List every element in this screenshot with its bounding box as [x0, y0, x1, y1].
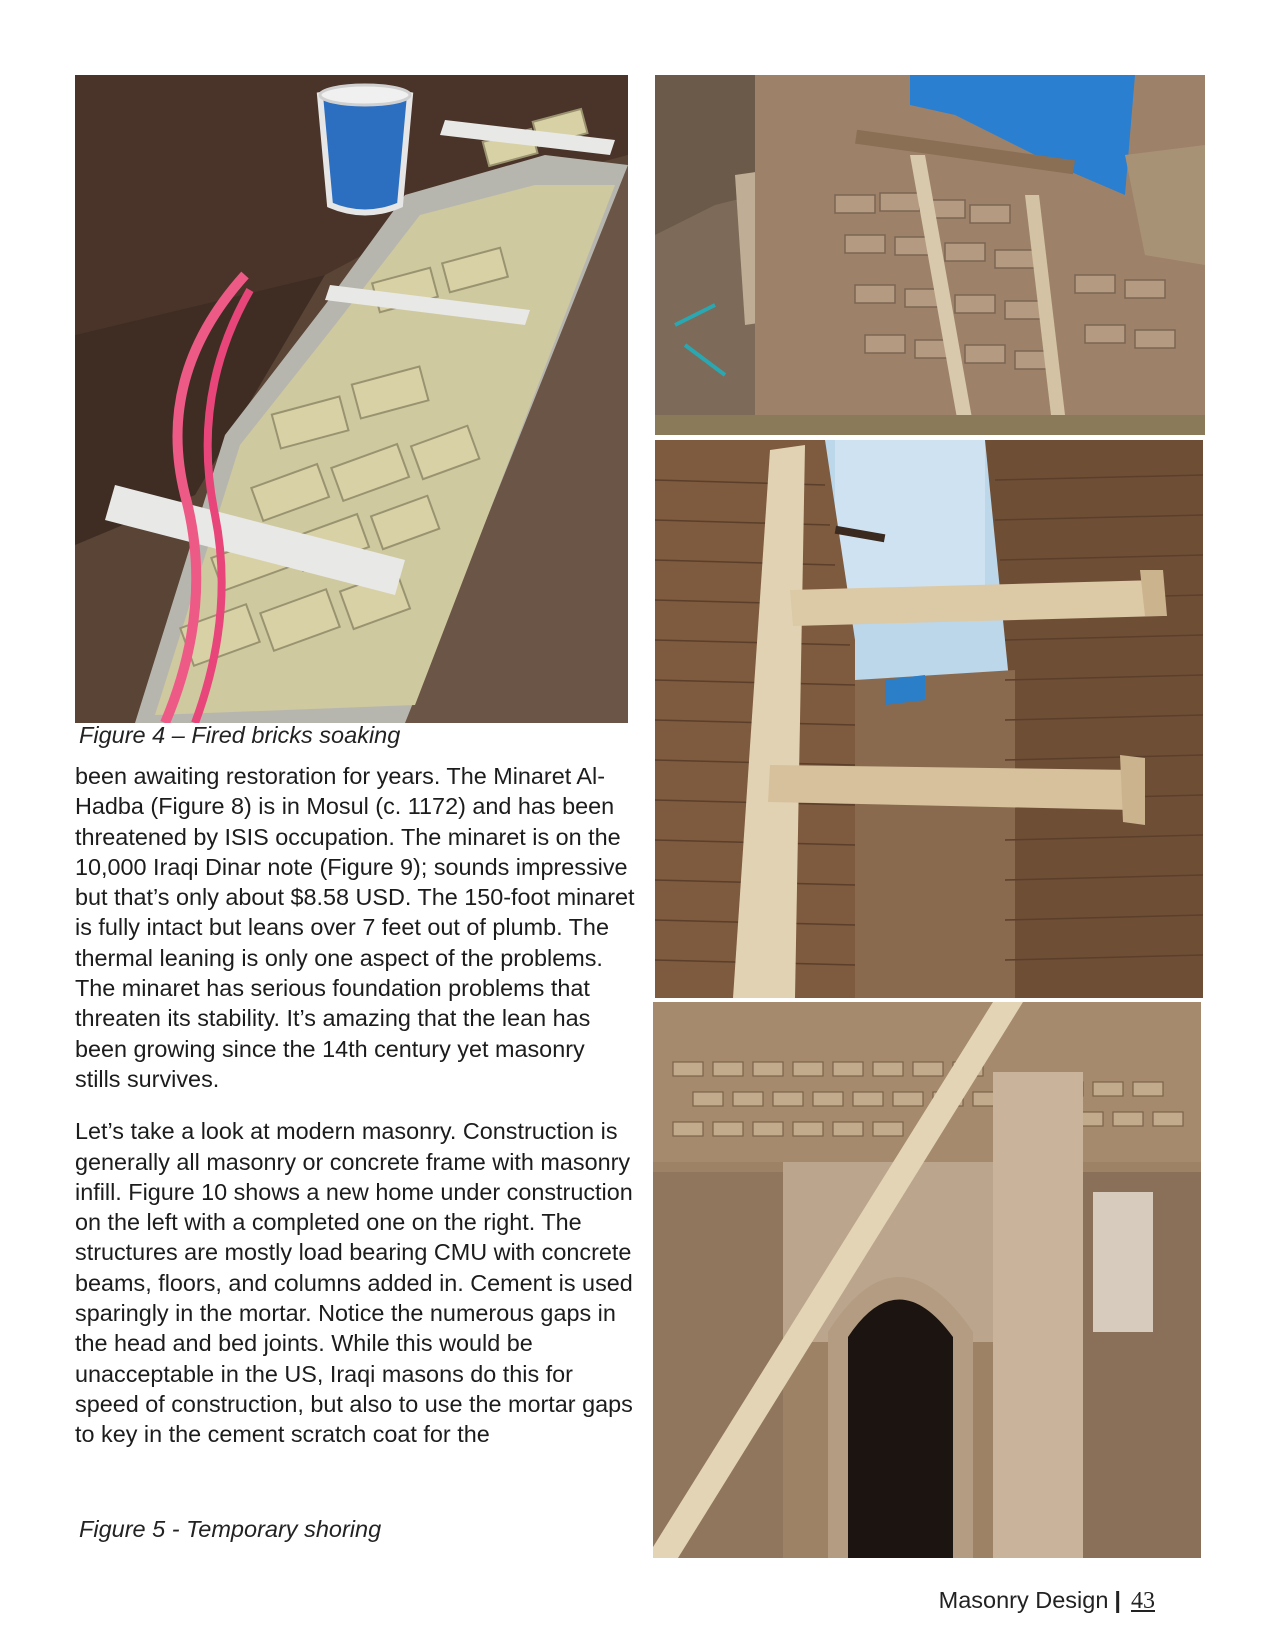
figure-5-photo-alley	[655, 440, 1203, 998]
page-footer	[939, 1587, 1155, 1615]
figure-5-photo-wall	[655, 75, 1205, 435]
body-paragraph-2: Let’s take a look at modern masonry. Construction is generally all masonry or concrete frame with masonry infill. Figure 10 shows a new home under construction on the left with a completed one on the right. The structures are mostly load bearing CMU with concrete beams, floors, and columns added in. Cement is used sparingly in the mortar. Notice the numerous gaps in the head and bed joints. While this would be unacceptable in the US, Iraqi masons do this for speed of construction, but also to use the mortar gaps to key in the cement scratch coat for the	[75, 1118, 633, 1448]
page-number: 43	[1131, 1588, 1155, 1614]
footer-separator: |	[1114, 1587, 1121, 1613]
body-text-column	[75, 761, 635, 1450]
figure-5-photo-doorway	[653, 1002, 1201, 1558]
figure-5-caption: Figure 5 - Temporary shoring	[79, 1516, 382, 1542]
figure-4-photo	[75, 75, 628, 723]
body-paragraph-1: been awaiting restoration for years. The Minaret Al-Hadba (Figure 8) is in Mosul (c. 1172) and has been threatened by ISIS occupation. The minaret is on the 10,000 Iraqi Dinar note (Figure 9); sounds impressive but that’s only about $8.58 USD. The 150-foot minaret is fully intact but leans over 7 feet out of plumb. The thermal leaning is only one aspect of the problems. The minaret has serious foundation problems that threaten its stability. It’s amazing that the lean has been growing since the 14th century yet masonry stills survives.	[75, 763, 635, 1092]
figure-4-caption: Figure 4 – Fired bricks soaking	[79, 722, 401, 748]
publication-name: Masonry Design	[938, 1587, 1109, 1613]
